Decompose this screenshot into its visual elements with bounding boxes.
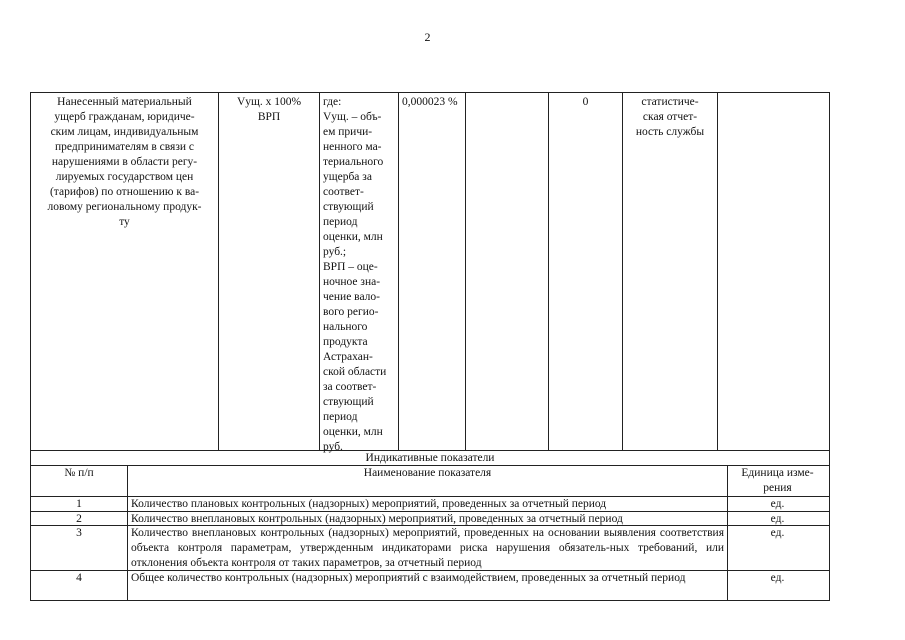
table-row (31, 512, 829, 526)
formula-legend: где: Vущ. – объ- ем причи- ненного ма- териального ущерба за соответ- ствующий период оценки, млн руб.; ВРП – оце- ночное зна- чение вало- вого регио- нального продукта Астрахан- ской области за соответ- ствующий период оценки, млн руб. (320, 93, 399, 450)
table-row (31, 526, 829, 571)
empty-cell (466, 93, 549, 450)
row-number: 2 (31, 512, 128, 525)
section-title: Индикативные показатели (31, 451, 829, 466)
indicator-name: Нанесенный материальный ущерб гражданам, юридиче- ским лицам, индивидуальным предпринимателям в связи с нарушениями в области регу- лируемых государством цен (тарифов) по отношению к ва- ловому региональному продук- ту (31, 93, 219, 450)
indicators-table (30, 92, 830, 601)
table-header-row (31, 466, 829, 497)
header-number: № п/п (31, 466, 128, 496)
actual-value: 0 (549, 93, 623, 450)
row-unit: ед. (770, 527, 785, 539)
data-source: статистиче- ская отчет- ность службы (623, 93, 718, 450)
table-row (31, 497, 829, 512)
row-unit: ед. (770, 498, 785, 510)
indicator-row-damage (31, 93, 829, 451)
row-unit: ед. (770, 572, 785, 584)
header-unit: Единица изме- рения (741, 467, 814, 494)
row-name: Количество внеплановых контрольных (надзорных) мероприятий, проведенных за отчетный период (128, 512, 728, 525)
row-number: 4 (31, 571, 128, 600)
indicator-formula: Vущ. х 100% ВРП (219, 93, 320, 450)
page-number: 2 (424, 30, 431, 44)
empty-cell (718, 93, 829, 450)
row-unit: ед. (770, 513, 785, 525)
row-number: 1 (31, 497, 128, 511)
row-number: 3 (31, 526, 128, 570)
target-value: 0,000023 % (399, 93, 466, 450)
row-name: Количество внеплановых контрольных (надзорных) мероприятий, проведенных на основании выявления соответствия объекта контроля параметрам, утвержденным индикаторами риска нарушения обязатель-ных требований, или отклонения объекта контроля от таких параметров, за отчетный период (128, 526, 728, 570)
table-row (31, 571, 829, 601)
row-name: Общее количество контрольных (надзорных) мероприятий с взаимодействием, проведенных за отчетный период (128, 571, 728, 600)
header-name: Наименование показателя (128, 466, 728, 496)
row-name: Количество плановых контрольных (надзорных) мероприятий, проведенных за отчетный период (128, 497, 728, 511)
